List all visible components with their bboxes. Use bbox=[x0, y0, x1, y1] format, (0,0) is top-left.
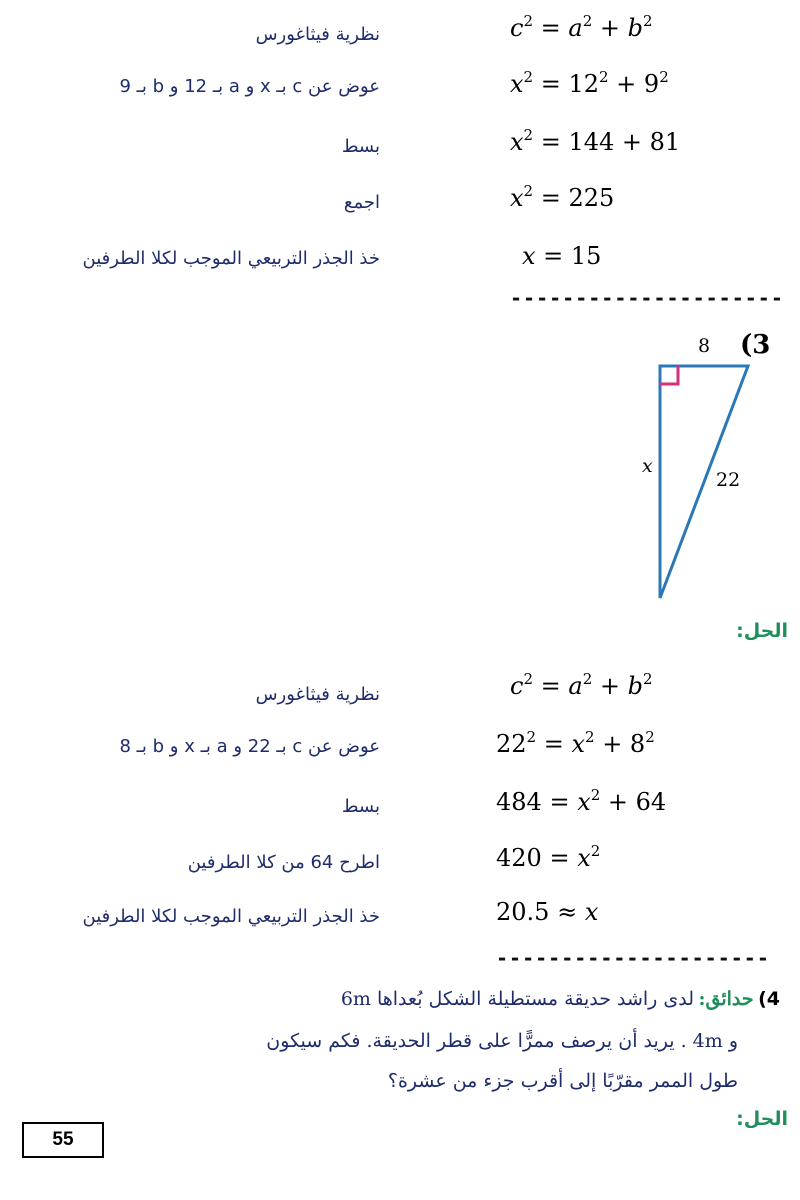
reason-3-3: بسط bbox=[341, 796, 380, 817]
problem-3-number: (3 bbox=[740, 330, 771, 360]
equation-3-5: 20.5 ≈ x bbox=[496, 898, 599, 926]
equation-1-5: x = 15 bbox=[522, 242, 602, 270]
reason-1-4: اجمع bbox=[343, 192, 380, 213]
equation-1-1: $c^2 = a^2 + b^2$ bbox=[510, 12, 653, 42]
equation-3-1: $c^2 = a^2 + b^2$ bbox=[510, 670, 653, 700]
solution-label-4: الحل: bbox=[736, 1108, 788, 1130]
problem-4-line-1: لدى راشد حديقة مستطيلة الشكل بُعداها 6m bbox=[340, 988, 695, 1010]
problem-4-title: حدائق: bbox=[698, 988, 754, 1010]
reason-3-5: خذ الجذر التربيعي الموجب لكلا الطرفين bbox=[82, 906, 380, 927]
equation-1-2: $x^2 = 12^2 + 9^2$ bbox=[510, 68, 669, 98]
solution-label-3: الحل: bbox=[736, 620, 788, 642]
side-label-x: x bbox=[642, 455, 653, 477]
side-label-8: 8 bbox=[697, 335, 711, 357]
reason-3-1: نظرية فيثاغورس bbox=[255, 684, 380, 705]
page-number: 55 bbox=[22, 1122, 104, 1158]
reason-1-3: بسط bbox=[341, 136, 380, 157]
reason-1-5: خذ الجذر التربيعي الموجب لكلا الطرفين bbox=[82, 248, 380, 269]
reason-3-2: عوض عن c بـ 22 و a بـ x و b بـ 8 bbox=[119, 736, 380, 757]
equation-1-4: $x^2 = 225$ bbox=[510, 182, 615, 212]
reason-3-4: اطرح 64 من كلا الطرفين bbox=[187, 852, 380, 873]
equation-3-2: $22^2 = x^2 + 8^2$ bbox=[496, 728, 655, 758]
problem-4-line-2: و 4m . يريد أن يرصف ممرًّا على قطر الحديقة. فكم سيكون bbox=[266, 1030, 738, 1052]
reason-1-1: نظرية فيثاغورس bbox=[255, 24, 380, 45]
separator-1: --------------------- bbox=[510, 286, 784, 310]
separator-2: --------------------- bbox=[496, 946, 770, 970]
equation-3-3: $484 = x^2 + 64$ bbox=[496, 786, 667, 816]
right-angle-marker bbox=[660, 366, 678, 384]
problem-4-line-3: طول الممر مقرّبًا إلى أقرب جزء من عشرة؟ bbox=[387, 1070, 738, 1092]
problem-4-number: 4) bbox=[758, 988, 780, 1010]
side-label-22: 22 bbox=[716, 469, 741, 491]
problem-4-header bbox=[341, 988, 780, 1010]
equation-3-4: $420 = x^2$ bbox=[496, 842, 601, 872]
equation-1-3: $x^2 = 144 + 81$ bbox=[510, 126, 681, 156]
right-triangle-figure bbox=[630, 330, 770, 610]
reason-1-2: عوض عن c بـ x و a بـ 12 و b بـ 9 bbox=[119, 76, 380, 97]
